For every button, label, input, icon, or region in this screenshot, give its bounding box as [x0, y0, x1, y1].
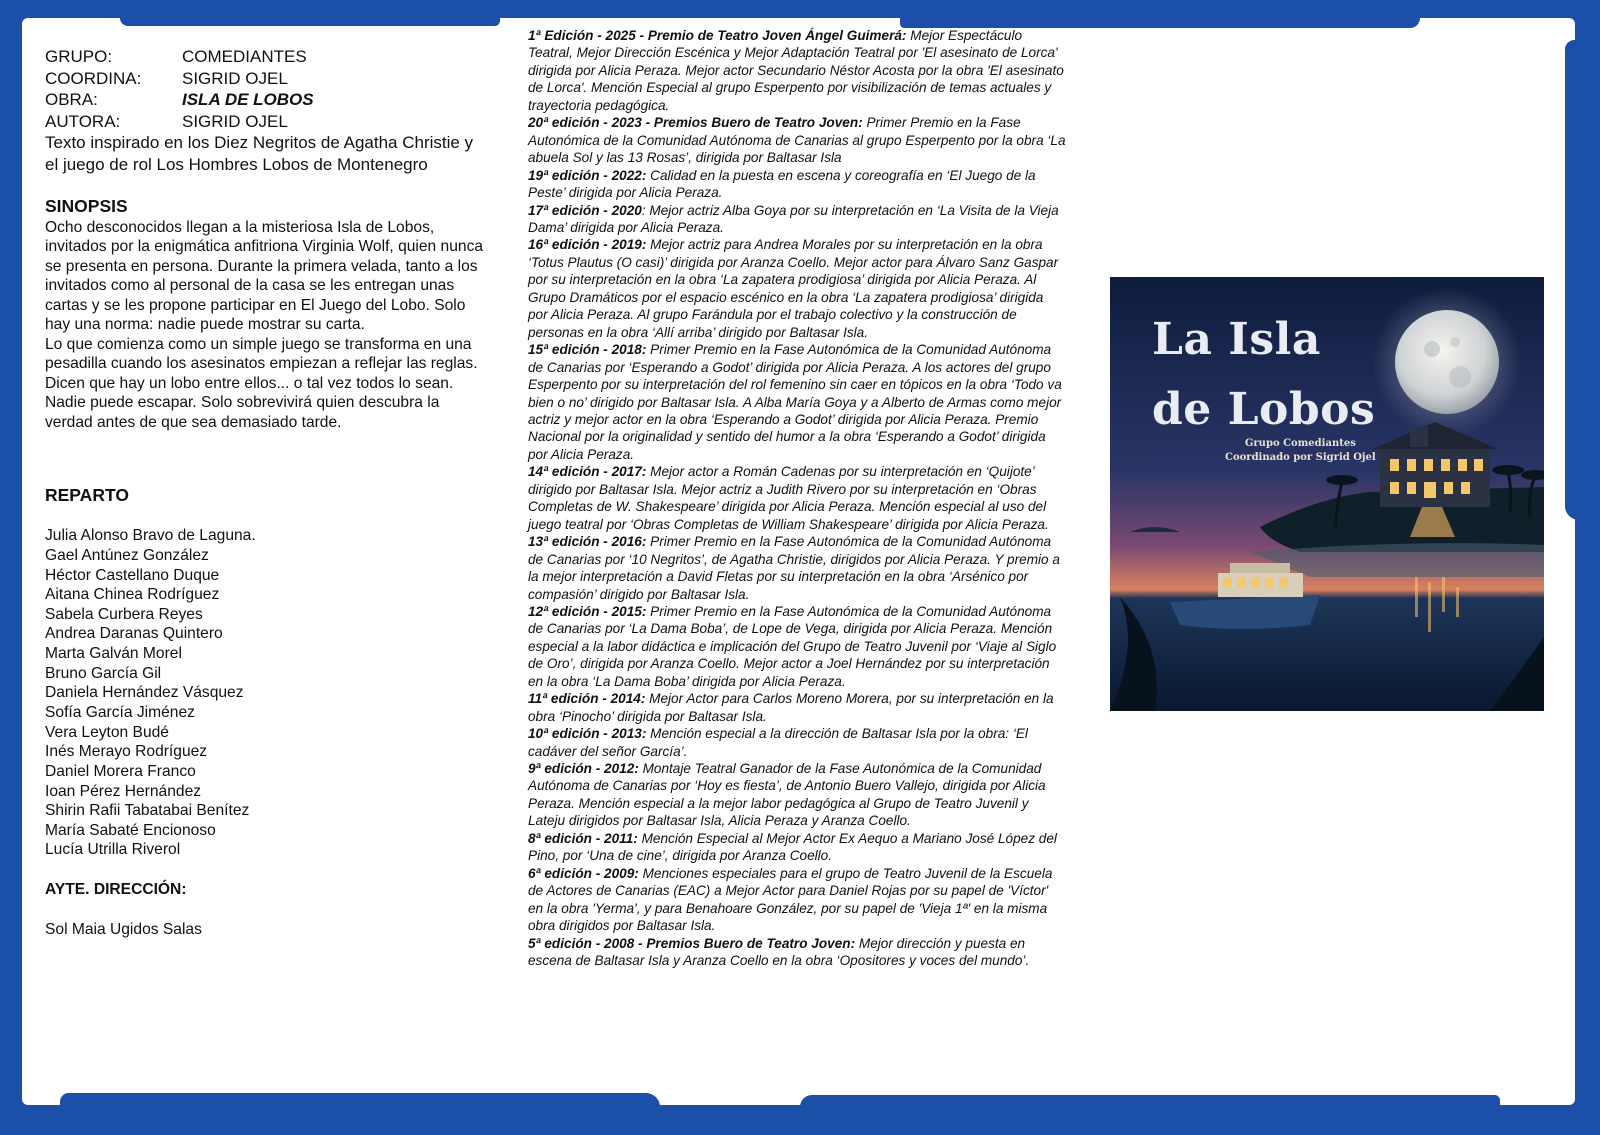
award-entry	[528, 202, 1066, 237]
award-edition-label: 20ª edición - 2023 - Premios Buero de Teatro Joven:	[528, 115, 863, 131]
play-poster	[1110, 277, 1544, 711]
award-edition-label: 12ª edición - 2015:	[528, 603, 647, 619]
cast-member: Sabela Curbera Reyes	[45, 605, 203, 623]
award-description: Mejor actor a Román Cadenas por su interpretación en ‘Quijote’ dirigido por Baltasar Isla. Mejor actriz a Judith Rivero por su interpretación en ‘Obras Completas de W. Shakespeare’ dirigida por Alicia Peraza. Mención especial al uso del juego teatral por ‘Obras Completas de William Shakespeare’ dirigida por Alicia Peraza.	[528, 464, 1049, 532]
info-value: SIGRID OJEL	[182, 111, 288, 131]
cast-member: Ioan Pérez Hernández	[45, 782, 202, 800]
cast-member: Aitana Chinea Rodríguez	[45, 586, 220, 604]
cast-member: Vera Leyton Budé	[45, 723, 169, 741]
award-edition-label: 15ª edición - 2018:	[528, 342, 647, 358]
poster-title-line: de Lobos	[1152, 384, 1376, 436]
cast-member: Daniela Hernández Vásquez	[45, 684, 244, 702]
award-entry	[528, 341, 1066, 463]
cast-member: Daniel Morera Franco	[45, 762, 196, 780]
cast-member: Héctor Castellano Duque	[45, 566, 220, 584]
award-description: Primer Premio en la Fase Autonómica de la Comunidad Autónoma de Canarias al grupo Esperpento por la obra ‘La abuela Sol y las 13 Rosas’, dirigida por Baltasar Isla	[528, 115, 1066, 166]
cast-member: Marta Galván Morel	[45, 645, 182, 663]
award-description: Primer Premio en la Fase Autonómica de la Comunidad Autónoma de Canarias por ‘La Dama Boba’, de Lope de Vega, dirigida por Alicia Peraza. Mención especial a la labor didáctica e implicación del Grupo de Teatro Juvenil por ‘Viaje al Siglo de Oro’, dirigida por Aranza Coello. Mejor actor a Joel Hernández por su interpretación en la obra ‘La Dama Boba’ dirigida por Alicia Peraza.	[528, 603, 1057, 689]
award-entry	[528, 725, 1066, 760]
brush-edge-bottom	[800, 1095, 1500, 1107]
award-description: Primer Premio en la Fase Autonómica de la Comunidad Autónoma de Canarias por ‘10 Negritos’, de Agatha Christie, dirigidos por Alicia Peraza. Y premio a la mejor interpretación a David Fletas por su interpretación en la obra ‘Arsénico por compasión’ dirigido por Baltasar Isla.	[528, 534, 1060, 602]
poster-title	[1152, 305, 1375, 446]
cast-list	[45, 526, 485, 860]
award-edition-label: 5ª edición - 2008 - Premios Buero de Teatro Joven:	[528, 935, 856, 951]
synopsis-paragraph: Lo que comienza como un simple juego se transforma en una pesadilla cuando los asesinatos empiezan a reflejar las reglas. Dicen que hay un lobo entre ellos... o tal vez todos lo sean. Nadie puede escapar. Solo sobrevivirá quien descubra la verdad antes de que sea demasiado tarde.	[45, 335, 478, 431]
award-edition-label: 13ª edición - 2016:	[528, 534, 647, 550]
award-edition-label: 1ª Edición - 2025 - Premio de Teatro Joven Ángel Guimerá:	[528, 28, 907, 43]
cast-section	[45, 484, 485, 860]
award-description: Mejor actriz para Andrea Morales por su interpretación en la obra ‘Totus Plautus (O casi)’ dirigida por Aranza Coello. Mejor actor para Álvaro Sanz Gaspar por su interpretación en la obra ‘La zapatera prodigiosa’ dirigida por Alicia Peraza. Al Grupo Dramáticos por el espacio escénico en la obra ‘La zapatera prodigiosa’ dirigida por Alicia Peraza. Al grupo Farándula por el trabajo colectivo y la construcción de personas en la obra ‘Allí arriba’ dirigido por Baltasar Isla.	[528, 237, 1059, 340]
cast-heading: REPARTO	[45, 485, 129, 506]
info-row-grupo	[45, 46, 485, 68]
play-title: ISLA DE LOBOS	[182, 90, 314, 110]
poster-title-line: La Isla	[1152, 314, 1321, 365]
info-value: COMEDIANTES	[182, 47, 307, 66]
award-entry	[528, 114, 1066, 166]
award-entry	[528, 463, 1066, 533]
award-description: Mención especial a la dirección de Baltasar Isla por la obra: ‘El cadáver del señor García’.	[528, 726, 1028, 759]
info-row-autora	[45, 111, 485, 133]
award-edition-label: 16ª edición - 2019:	[528, 237, 647, 253]
award-description: Mejor dirección y puesta en escena de Baltasar Isla y Aranza Coello en la obra ‘Opositores y voces del mundo’.	[528, 935, 1030, 969]
award-description: Mejor Actor para Carlos Moreno Morera, por su interpretación en la obra ‘Pinocho’ dirigida por Baltasar Isla.	[528, 691, 1054, 724]
award-description: Montaje Teatral Ganador de la Fase Autonómica de la Comunidad Autónoma de Canarias por ‘Hoy es fiesta’, de Antonio Buero Vallejo, dirigida por Alicia Peraza. Mención especial a la mejor labor pedagógica al Grupo de Teatro Juvenil y Lateju dirigidos por Baltasar Isla, Alicia Peraza y Aranza Coello.	[528, 761, 1046, 829]
award-description: : Mejor actriz Alba Goya por su interpretación en ‘La Visita de la Vieja Dama’ dirigida por Alicia Peraza.	[528, 202, 1059, 235]
info-row-obra	[45, 89, 485, 111]
award-description: Calidad en la puesta en escena y coreografía en ‘El Juego de la Peste’ dirigida por Alicia Peraza.	[528, 167, 1036, 201]
assistant-director-heading: AYTE. DIRECCIÓN:	[45, 881, 187, 899]
cast-member: Lucía Utrilla Riverol	[45, 841, 181, 859]
inspiration-note: Texto inspirado en los Diez Negritos de Agatha Christie y el juego de rol Los Hombres Lobos de Montenegro	[45, 133, 474, 174]
left-column	[45, 46, 485, 940]
award-entry	[528, 935, 1066, 970]
info-key: OBRA:	[45, 90, 98, 110]
cast-member: Gael Antúnez González	[45, 546, 209, 564]
award-entry	[528, 865, 1066, 935]
award-entry	[528, 690, 1066, 725]
info-key: GRUPO:	[45, 47, 113, 66]
award-edition-label: 10ª edición - 2013:	[528, 726, 647, 742]
award-entry	[528, 533, 1066, 603]
info-value: SIGRID OJEL	[182, 68, 288, 88]
award-entry	[528, 27, 1066, 114]
cast-member: Inés Merayo Rodríguez	[45, 743, 208, 761]
award-edition-label: 6ª edición - 2009:	[528, 865, 639, 881]
brush-edge-right	[1565, 40, 1579, 520]
assistant-director-name: Sol Maia Ugidos Salas	[45, 920, 202, 938]
award-description: Menciones especiales para el grupo de Teatro Juvenil de la Escuela de Actores de Canarias (EAC) a Mejor Actor para Daniel Rojas por su papel de 'Víctor' en la obra 'Yerma', y para Benahoare González, por su papel de 'Vieja 1ª' en la misma obra dirigidos por Baltasar Isla.	[528, 865, 1053, 934]
poster-subtitle-line: Coordinado por Sigrid Ojel	[1225, 451, 1376, 463]
brush-edge-top	[120, 18, 500, 26]
cast-member: Shirin Rafii Tabatabai Benítez	[45, 802, 250, 820]
info-key: COORDINA:	[45, 68, 142, 88]
production-info	[45, 46, 485, 175]
award-entry	[528, 603, 1066, 690]
info-row-coordina	[45, 68, 485, 90]
assistant-director-section	[45, 880, 485, 940]
award-edition-label: 8ª edición - 2011:	[528, 830, 638, 846]
cast-member: Bruno García Gil	[45, 664, 162, 682]
poster-subtitle-line: Grupo Comediantes	[1244, 438, 1356, 449]
award-entry	[528, 830, 1066, 865]
info-key: AUTORA:	[45, 111, 121, 131]
award-entry	[528, 236, 1066, 341]
award-edition-label: 17ª edición - 2020	[528, 202, 642, 218]
cast-member: Julia Alonso Bravo de Laguna.	[45, 527, 256, 545]
award-description: Primer Premio en la Fase Autonómica de la Comunidad Autónoma de Canarias por ‘Esperando a Godot’ dirigida por Alicia Peraza. A los actores del grupo Esperpento por su interpretación del rol femenino sin caer en tópicos en la obra ‘Todo va bien o no’ dirigido por Baltasar Isla. A Alba María Goya y a Alberto de Armas como mejor actriz y mejor actor en la obra ‘Esperando a Godot’ dirigida por Alicia Peraza. Premio Nacional por la originalidad y sentido del humor a la obra ‘Esperando a Godot’ dirigida por Alicia Peraza.	[528, 342, 1062, 462]
brush-edge-bottom	[60, 1093, 660, 1107]
cast-member: María Sabaté Encionoso	[45, 821, 216, 839]
poster-subtitle	[1225, 437, 1376, 464]
cast-member: Sofía García Jiménez	[45, 704, 195, 721]
award-entry	[528, 167, 1066, 202]
award-edition-label: 9ª edición - 2012:	[528, 761, 639, 777]
synopsis-heading: SINOPSIS	[45, 196, 128, 217]
awards-column	[528, 27, 1066, 969]
cast-member: Andrea Daranas Quintero	[45, 625, 223, 643]
award-edition-label: 14ª edición - 2017:	[528, 464, 647, 480]
award-edition-label: 11ª edición - 2014:	[528, 691, 646, 707]
award-description: Mención Especial al Mejor Actor Ex Aequo a Mariano José López del Pino, por ‘Una de cine’, dirigida por Aranza Coello.	[528, 830, 1057, 864]
synopsis-section	[45, 195, 485, 432]
award-description: Mejor Espectáculo Teatral, Mejor Dirección Escénica y Mejor Adaptación Teatral por 'El asesinato de Lorca' dirigida por Alicia Peraza. Mejor actor Secundario Néstor Acosta por la obra 'El asesinato de Lorca'. Mención Especial al grupo Esperpento por visibilización de temas actuales y trayectoria pedagógica.	[528, 28, 1064, 113]
award-edition-label: 19ª edición - 2022:	[528, 167, 647, 183]
award-entry	[528, 760, 1066, 830]
synopsis-paragraph: Ocho desconocidos llegan a la misteriosa Isla de Lobos, invitados por la enigmática anfitriona Virginia Wolf, quien nunca se presenta en persona. Durante la primera velada, tanto a los invitados como al personal de la casa se les entregan unas cartas y se les propone participar en El Juego del Lobo. Solo hay una norma: nadie puede mostrar su carta.	[45, 218, 484, 334]
